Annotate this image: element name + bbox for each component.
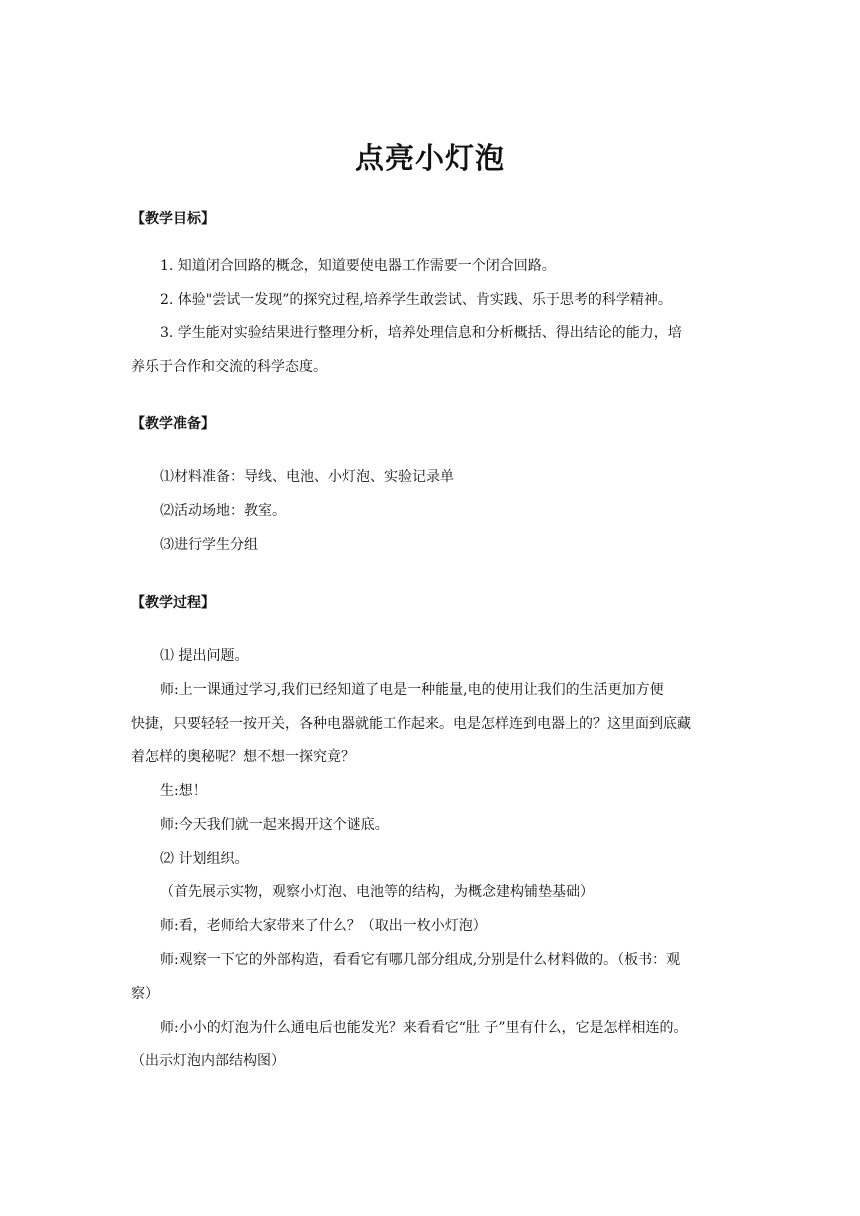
process-line-12: 师:小小的灯泡为什么通电后也能发光？来看看它“肚 子”里有什么，它是怎样相连的。 xyxy=(160,1020,688,1036)
section-heading-process: 【教学过程】 xyxy=(131,595,215,611)
objective-item-3-continued: 养乐于合作和交流的科学态度。 xyxy=(131,359,327,375)
process-line-4: 着怎样的奥秘呢？想不想一探究竟？ xyxy=(131,749,355,765)
preparation-item-3: ⑶进行学生分组 xyxy=(160,537,258,553)
process-line-11: 察） xyxy=(131,986,159,1002)
process-line-8: （首先展示实物，观察小灯泡、电池等的结构，为概念建构铺垫基础） xyxy=(160,884,594,900)
process-line-13: （出示灯泡内部结构图） xyxy=(131,1053,285,1069)
section-heading-objectives: 【教学目标】 xyxy=(131,211,215,227)
process-line-10: 师:观察一下它的外部构造，看看它有哪几部分组成,分别是什么材料做的。（板书：观 xyxy=(160,952,681,968)
preparation-item-1: ⑴材料准备：导线、电池、小灯泡、实验记录单 xyxy=(160,469,454,485)
process-line-5: 生:想！ xyxy=(160,783,207,799)
process-line-6: 师:今天我们就一起来揭开这个谜底。 xyxy=(160,817,389,833)
process-line-3: 快捷，只要轻轻一按开关，各种电器就能工作起来。电是怎样连到电器上的？这里面到底藏 xyxy=(131,716,691,732)
process-line-9: 师:看，老师给大家带来了什么？（取出一枚小灯泡） xyxy=(160,918,487,934)
objective-item-1: 1. 知道闭合回路的概念，知道要使电器工作需要一个闭合回路。 xyxy=(160,258,556,274)
process-line-2: 师:上一课通过学习,我们已经知道了电是一种能量,电的使用让我们的生活更加方便 xyxy=(160,682,664,698)
preparation-item-2: ⑵活动场地：教室。 xyxy=(160,503,286,519)
document-title: 点亮小灯泡 xyxy=(354,141,505,175)
objective-item-3: 3. 学生能对实验结果进行整理分析，培养处理信息和分析概括、得出结论的能力，培 xyxy=(160,325,682,341)
process-line-1: ⑴ 提出问题。 xyxy=(160,648,249,664)
process-line-7: ⑵ 计划组织。 xyxy=(160,851,249,867)
objective-item-2: 2. 体验"尝试一发现”的探究过程,培养学生敢尝试、肯实践、乐于思考的科学精神。 xyxy=(160,292,672,308)
section-heading-preparation: 【教学准备】 xyxy=(131,416,215,432)
